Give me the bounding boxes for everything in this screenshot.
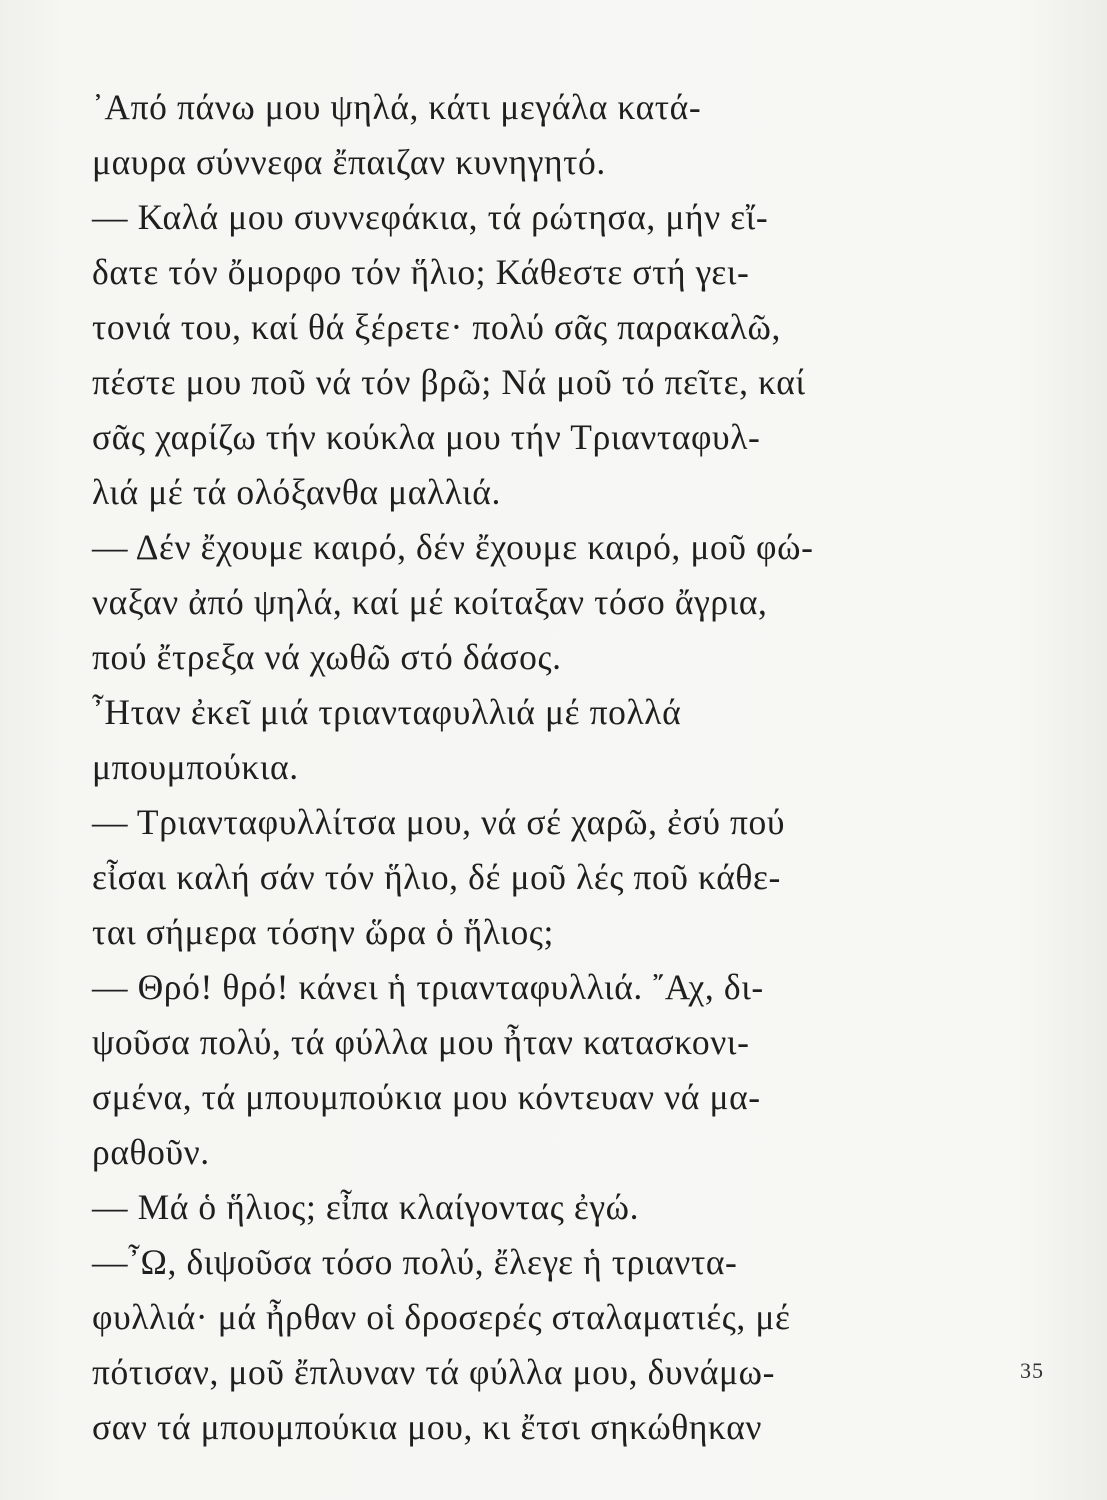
text-line: λιά μέ τά ολόξανθα μαλλιά. bbox=[92, 472, 501, 512]
text-line: σμένα, τά μπουμπούκια μου κόντευαν νά μα- bbox=[92, 1077, 761, 1117]
text-line: ναξαν ἀπό ψηλά, καί μέ κοίταξαν τόσο ἄγρια, bbox=[92, 582, 768, 622]
text-line: — Δέν ἔχουμε καιρό, δέν ἔχουμε καιρό, μοῦ φώ- bbox=[92, 527, 814, 567]
text-line: εἶσαι καλή σάν τόν ἥλιο, δέ μοῦ λές ποῦ κάθε- bbox=[92, 857, 781, 897]
text-line: φυλλιά· μά ἦρθαν οἱ δροσερές σταλαματιές, μέ bbox=[92, 1297, 791, 1337]
text-line: πότισαν, μοῦ ἔπλυναν τά φύλλα μου, δυνάμω- bbox=[92, 1352, 776, 1392]
text-line: σᾶς χαρίζω τήν κούκλα μου τήν Τριανταφυλ- bbox=[92, 417, 761, 457]
text-line: μπουμπούκια. bbox=[92, 747, 299, 787]
text-line: — Μά ὁ ἥλιος; εἶπα κλαίγοντας ἐγώ. bbox=[92, 1187, 640, 1227]
text-line: μαυρα σύννεφα ἔπαιζαν κυνηγητό. bbox=[92, 142, 606, 182]
text-line: — Θρό! θρό! κάνει ἡ τριανταφυλλιά. ῎Αχ, δι- bbox=[92, 967, 764, 1007]
text-line: ᾿Από πάνω μου ψηλά, κάτι μεγάλα κατά- bbox=[92, 87, 702, 127]
text-line: σαν τά μπουμπούκια μου, κι ἔτσι σηκώθηκαν bbox=[92, 1407, 763, 1447]
text-line: ῏Ηταν ἐκεῖ μιά τριανταφυλλιά μέ πολλά bbox=[92, 692, 682, 732]
text-line: ψοῦσα πολύ, τά φύλλα μου ἦταν κατασκονι- bbox=[92, 1022, 750, 1062]
text-line: δατε τόν ὄμορφο τόν ἥλιο; Κάθεστε στή γει- bbox=[92, 252, 750, 292]
text-line: πέστε μου ποῦ νά τόν βρῶ; Νά μοῦ τό πεῖτε, καί bbox=[92, 362, 806, 402]
text-line: τονιά του, καί θά ξέρετε· πολύ σᾶς παρακαλῶ, bbox=[92, 307, 781, 347]
page-number: 35 bbox=[1020, 1358, 1044, 1383]
text-line: πού ἔτρεξα νά χωθῶ στό δάσος. bbox=[92, 637, 562, 677]
body-text bbox=[92, 80, 892, 1455]
text-line: — Τριανταφυλλίτσα μου, νά σέ χαρῶ, ἐσύ πού bbox=[92, 802, 786, 842]
text-line: — Καλά μου συννεφάκια, τά ρώτησα, μήν εἴ- bbox=[92, 197, 769, 237]
text-line: ται σήμερα τόσην ὥρα ὁ ἥλιος; bbox=[92, 912, 554, 952]
text-line: ραθοῦν. bbox=[92, 1132, 210, 1172]
text-line: —῏Ω, διψοῦσα τόσο πολύ, ἔλεγε ἡ τριαντα- bbox=[92, 1242, 738, 1282]
